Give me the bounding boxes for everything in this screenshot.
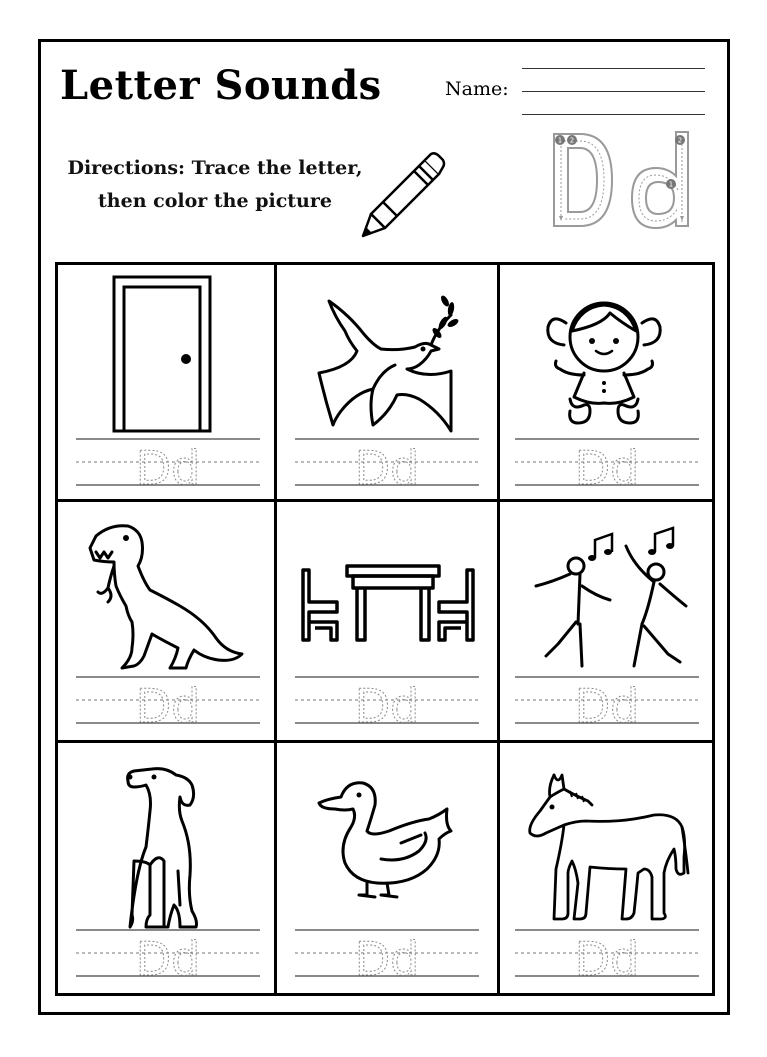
trace-letters: Dd	[354, 679, 420, 725]
trace-guide	[295, 437, 479, 487]
dove-icon	[315, 293, 459, 435]
name-line-1	[522, 68, 705, 69]
dining-table-icon	[299, 562, 477, 644]
donkey-icon	[526, 773, 688, 921]
name-line-3	[522, 114, 705, 115]
duck-icon	[317, 779, 457, 899]
door-icon	[112, 275, 214, 435]
trace-letters: Dd	[354, 932, 420, 978]
trace-guide	[515, 675, 699, 725]
dancing-icon	[530, 526, 690, 670]
trace-letters: Dd	[574, 441, 640, 487]
trace-guide	[295, 928, 479, 978]
trace-guide	[76, 928, 260, 978]
doll-icon	[544, 293, 664, 433]
name-label: Name:	[445, 78, 509, 100]
trace-letters: Dd	[135, 441, 201, 487]
page-title: Letter Sounds	[60, 62, 382, 109]
trace-letters: Dd	[574, 679, 640, 725]
trace-guide	[295, 675, 479, 725]
trace-letters: Dd	[354, 441, 420, 487]
trace-guide	[76, 437, 260, 487]
stroke-number-4: 1	[668, 180, 674, 189]
trace-guide	[76, 675, 260, 725]
dinosaur-icon	[86, 522, 246, 670]
trace-letters: Dd	[135, 932, 201, 978]
trace-guide	[515, 437, 699, 487]
stroke-number-3: 2	[677, 136, 683, 145]
trace-letters: Dd	[574, 932, 640, 978]
pencil-icon	[355, 150, 447, 242]
directions	[60, 152, 370, 218]
trace-letters: Dd	[135, 679, 201, 725]
stroke-number-1: 1	[557, 136, 563, 145]
name-line-2	[522, 91, 705, 92]
trace-guide	[515, 928, 699, 978]
stroke-number-2: 2	[569, 136, 575, 145]
directions-line-2: then color the picture	[98, 190, 332, 212]
dog-icon	[124, 765, 204, 929]
directions-line-1: Directions: Trace the letter,	[67, 157, 363, 179]
letter-d-stroke-guide	[550, 128, 690, 232]
